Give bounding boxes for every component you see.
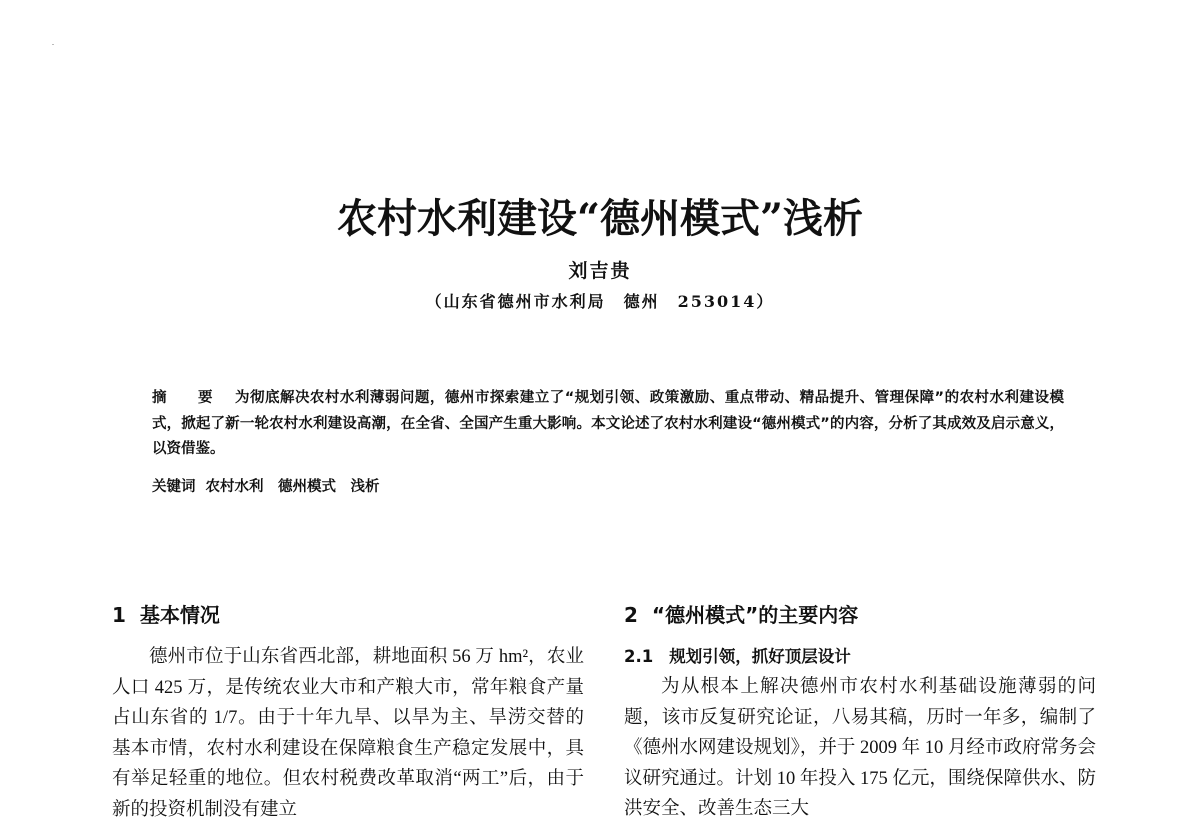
author-affiliation: （山东省德州市水利局 德州 253014） — [425, 292, 775, 311]
section-number: 2 — [624, 603, 638, 627]
body-paragraph: 为从根本上解决德州市农村水利基础设施薄弱的问题，该市反复研究论证，八易其稿，历时一年多，编制了《德州水网建设规划》，并于 2009 年 10 月经市政府常务会议研究通过。计划 10 年投入 175 亿元，围绕保障供水、防洪安全、改善生态三大 — [624, 677, 1096, 819]
abstract-block — [152, 386, 1064, 463]
abstract-text: 为彻底解决农村水利薄弱问题，德州市探索建立了“规划引领、政策激励、重点带动、精品提升、管理保障”的农村水利建设模式，掀起了新一轮农村水利建设高潮，在全省、全国产生重大影响。本文论述了农村水利建设“德州模式”的内容，分析了其成效及启示意义，以资借鉴。 — [152, 390, 1065, 457]
subsection-title: 规划引领，抓好顶层设计 — [669, 647, 851, 666]
subsection-heading-planning — [624, 642, 1096, 672]
left-column — [112, 598, 584, 825]
keywords-block — [152, 475, 1064, 499]
section-number: 1 — [112, 603, 126, 627]
abstract-label: 摘 要 — [152, 390, 221, 406]
keywords-text: 农村水利 德州模式 浅析 — [205, 479, 380, 495]
section-heading-basic-situation — [112, 598, 584, 632]
section-heading-main-content — [624, 598, 1096, 632]
subsection-number: 2.1 — [624, 647, 654, 666]
scan-artifact — [52, 44, 54, 45]
right-column — [624, 598, 1096, 825]
section-title: 基本情况 — [139, 603, 220, 627]
body-paragraph: 德州市位于山东省西北部，耕地面积 56 万 hm²，农业人口 425 万，是传统农业大市和产粮大市，常年粮食产量占山东省的 1/7。由于十年九旱、以旱为主、旱涝交替的基本市情，农村水利建设在保障粮食生产稳定发展中，具有举足轻重的地位。但农村税费改革取消“两工”后，由于新的投资机制没有建立 — [112, 647, 584, 820]
keywords-label: 关键词 — [152, 479, 196, 495]
paper-title: 农村水利建设“德州模式”浅析 — [336, 194, 863, 242]
section-title: “德州模式”的主要内容 — [651, 603, 859, 627]
author-name: 刘吉贵 — [568, 260, 632, 282]
